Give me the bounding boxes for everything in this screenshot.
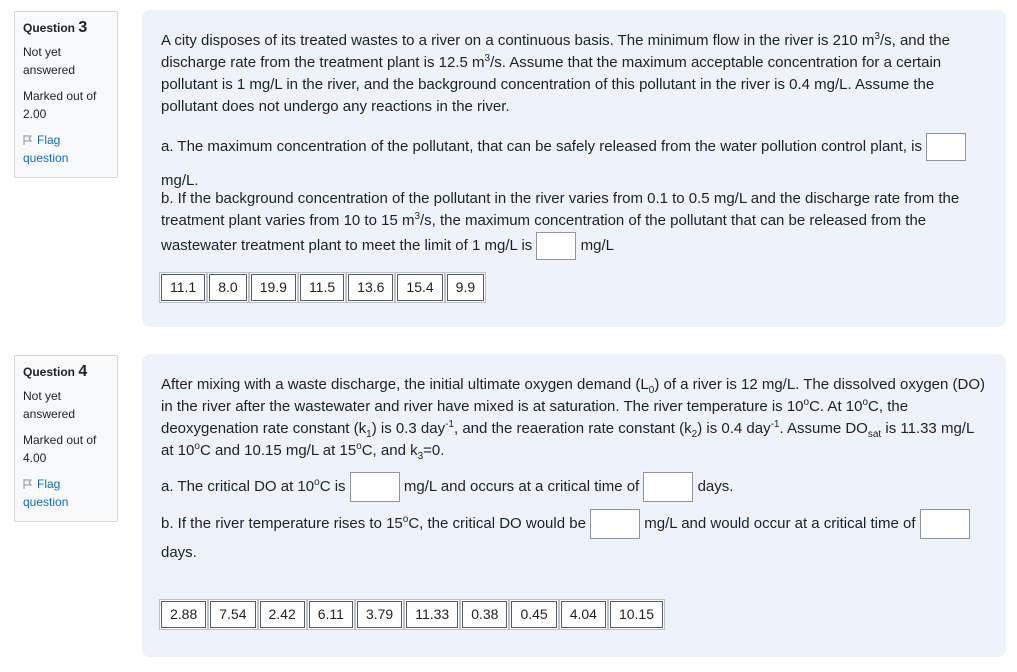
flag-icon: [23, 479, 33, 489]
drop-zone-b[interactable]: [536, 232, 576, 260]
drag-choice[interactable]: 10.15: [610, 601, 663, 628]
drag-choice[interactable]: 0.38: [462, 601, 507, 628]
marks-value: 4.00: [23, 451, 47, 465]
drag-choice[interactable]: 3.79: [357, 601, 402, 628]
drag-choice[interactable]: 11.1: [161, 274, 205, 301]
question-text: A city disposes of its treated wastes to a river on a continuous basis. The minimum flow in the river is 210 $m^3/s$, and the discharge rate from the treatment plant is 12.5 $m^3/s$. Assume that the maximum acceptable concentration for a certain pollutant is 1 mg/L in the river, and the background concentration of this pollutant in the river is 0.4 mg/L. Assume the pollutant does not undergo any reactions in the river.: [161, 31, 950, 115]
part-a-text: a. The maximum concentration of the pollutant, that can be safely released from the water pollution control plant, is mg/L.: [161, 130, 988, 198]
part-b-text: b. If the background concentration of the pollutant in the river varies from 0.1 to 0.5 mg/L and the discharge rate from the treatment plant varies from 10 to 15 $m^3/s$, the maximum concentration of the pollutant that can be released from the wastewater treatment plant to meet the limit of 1 mg/L is mg/L: [161, 188, 988, 260]
marks-label: Marked out of: [23, 433, 97, 447]
drag-choice[interactable]: 8.0: [209, 274, 246, 301]
drag-choice[interactable]: 11.33: [406, 601, 458, 628]
drag-choice[interactable]: 0.45: [511, 601, 556, 628]
drag-choices: [161, 274, 484, 301]
question-content-4: [142, 354, 1006, 657]
question-info-4: [14, 355, 118, 522]
part-b-text: b. If the river temperature rises to 15$^o$C, the critical DO would be mg/L and would occur at a critical time of days.: [161, 509, 988, 567]
drag-choice[interactable]: 2.42: [260, 601, 305, 628]
question-content-3: [142, 10, 1006, 327]
flag-icon: [23, 135, 33, 145]
question-number: Question 3: [23, 19, 88, 36]
marks-value: 2.00: [23, 107, 47, 121]
question-status: Not yet answered: [23, 389, 76, 421]
drag-choice[interactable]: 7.54: [210, 601, 255, 628]
marks-label: Marked out of: [23, 89, 97, 103]
part-a-text: a. The critical DO at 10$^o$C is mg/L and occurs at a critical time of days.: [161, 470, 988, 504]
drag-choice[interactable]: 2.88: [161, 601, 206, 628]
drag-choice[interactable]: 15.4: [397, 274, 442, 301]
drag-choice[interactable]: 9.9: [447, 274, 484, 301]
question-number: Question 4: [23, 363, 88, 380]
drag-choice[interactable]: 4.04: [561, 601, 606, 628]
drop-zone-b1[interactable]: [590, 509, 640, 539]
question-info-3: [14, 11, 118, 178]
drop-zone-a2[interactable]: [643, 472, 693, 502]
drag-choices: [161, 601, 663, 628]
drag-choice[interactable]: 19.9: [251, 274, 296, 301]
drag-choice[interactable]: 6.11: [309, 601, 353, 628]
question-status: Not yet answered: [23, 45, 76, 77]
flag-question-link[interactable]: Flag question: [23, 133, 69, 165]
drop-zone-a1[interactable]: [350, 472, 400, 502]
drop-zone-b2[interactable]: [920, 509, 970, 539]
drag-choice[interactable]: 11.5: [300, 274, 344, 301]
drop-zone-a[interactable]: [926, 133, 966, 161]
question-text: After mixing with a waste discharge, the initial ultimate oxygen demand $(L_0)$ of a river is 12 mg/L. The dissolved oxygen (DO) in the river after the wastewater and river have mixed is at saturation. The river temperature is 10$^o$C. At 10$^o$C, the deoxygenation rate constant $(k_1)$ is 0.3 day$^{-1}$, and the reaeration rate constant $(k_2)$ is 0.4 day$^{-1}$. Assume $DO_{sat}$ is 11.33 mg/L at 10$^o$C and 10.15 mg/L at 15$^o$C, and $k_3=0$.: [161, 376, 986, 462]
flag-question-link[interactable]: Flag question: [23, 477, 69, 509]
drag-choice[interactable]: 13.6: [348, 274, 393, 301]
